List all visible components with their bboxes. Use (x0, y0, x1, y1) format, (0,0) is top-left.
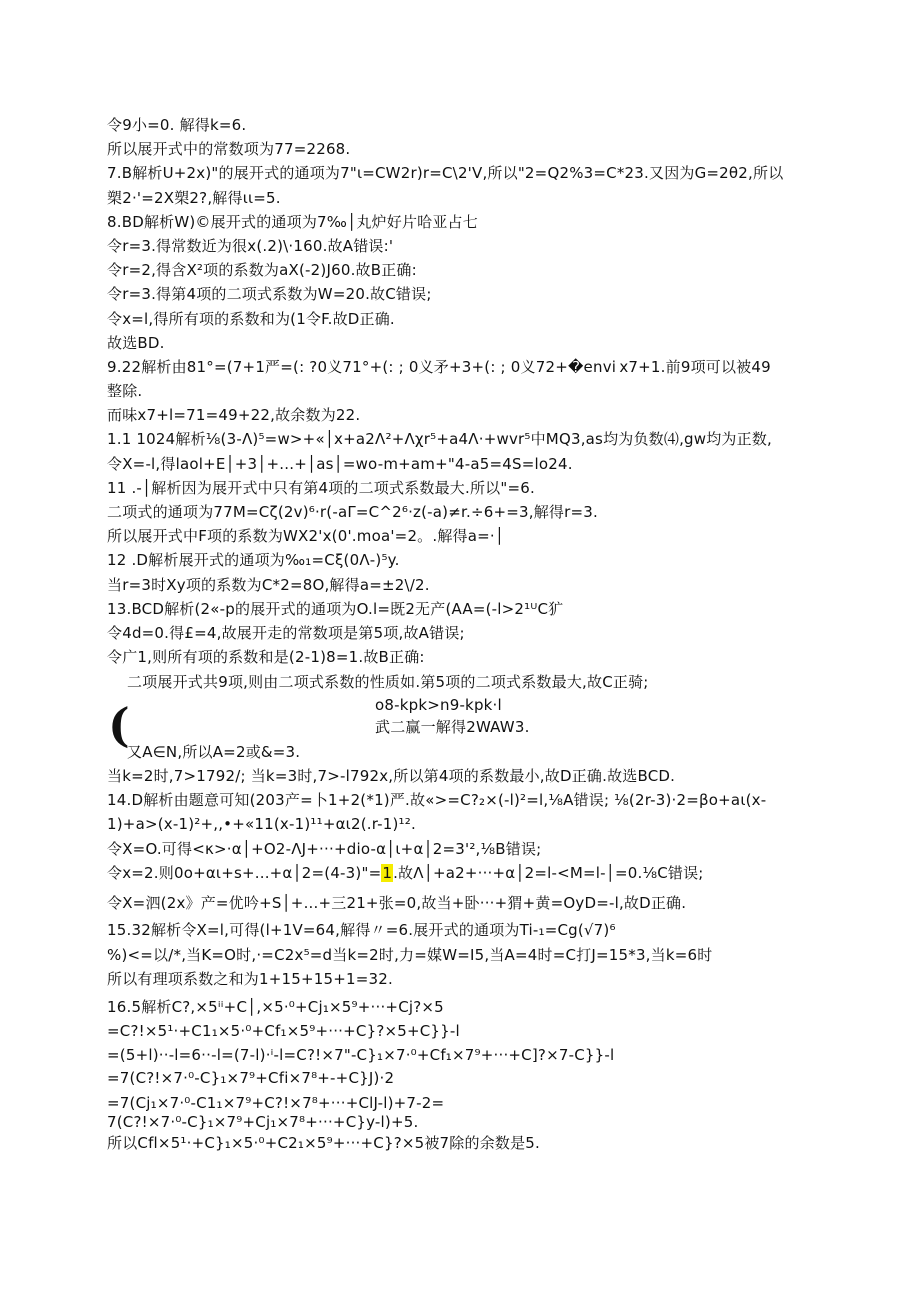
left-brace-symbol: ( (108, 698, 130, 752)
text-line: =C?!×5¹·+C1₁×5·⁰+Cf₁×5⁹+···+C}?×5+C}}-l (107, 1022, 460, 1040)
text-line: 故选BD. (107, 334, 165, 352)
text-line: 所以有理项系数之和为1+15+15+1=32. (107, 970, 393, 988)
text-line: 二项展开式共9项,则由二项式系数的性质如.第5项的二项式系数最大,故C正骑; (127, 673, 649, 691)
text-line: 当k=2时,7>1792/; 当k=3时,7>-l792x,所以第4项的系数最小,故D正确.故选BCD. (107, 767, 676, 785)
text-line: 槊2·'=2X槊2?,解得ιι=5. (107, 189, 281, 207)
text-line: 令X=-l,得laol+E│+3│+...+│as│=wo-m+am+"4-a5=4S=lo24. (107, 455, 573, 473)
text-line: 令r=2,得含X²项的系数为aX(-2)J60.故B正确: (107, 261, 417, 279)
text-line: 令x=l,得所有项的系数和为(1令F.故D正确. (107, 310, 395, 328)
text-line: =(5+l)··-l=6··-l=(7-l)·ⁱ-l=C?!×7"-C}₁×7·⁰+Cf₁×7⁹+···+C]?×7-C}}-l (107, 1046, 615, 1064)
text-line: 令X=O.可得<κ>·α│+O2-ΛJ+···+dio-α│ι+α│2=3'²,⅛B错误; (107, 840, 542, 858)
text-line: %)<=以/*,当K=O时,·=C2x⁵=d当k=2时,力=媒W=I5,当A=4时=C打J=15*3,当k=6时 (107, 946, 713, 964)
text-line (107, 863, 897, 883)
text-segment: 令x=2.则0o+αι+s+...+α│2=(4-3)"= (107, 864, 382, 882)
text-line: 武二赢一解得2WAW3. (375, 718, 530, 736)
text-line: 8.BD解析W)©展开式的通项为7‰│丸炉好片哈亚占七 (107, 213, 478, 231)
text-line: 令9小=0. 解得k=6. (107, 116, 247, 134)
text-line: o8-kpk>n9-kpk·l (375, 696, 502, 714)
text-line: 令4d=0.得£=4,故展开走的常数项是第5项,故A错误; (107, 624, 465, 642)
text-line: 11 .-│解析因为展开式中只有第4项的二项式系数最大.所以"=6. (107, 479, 535, 497)
text-line: 又A∈N,所以A=2或&=3. (127, 743, 301, 761)
text-line: 令广1,则所有项的系数和是(2-1)8=1.故B正确: (107, 648, 425, 666)
text-line: =7(Cj₁×7·⁰-C1₁×7⁹+C?!×7⁸+···+ClJ-l)+7-2= (107, 1094, 445, 1112)
text-line: 二项式的通项为77M=Cζ(2v)⁶·r(-aΓ=C^2⁶·z(-a)≠r.÷6+=3,解得r=3. (107, 503, 598, 521)
text-line: 令r=3.得第4项的二项式系数为W=20.故C错误; (107, 285, 432, 303)
text-line: 整除. (107, 382, 143, 400)
text-line: 9.22解析由81°=(7+1严=(: ?0义71°+(: ; 0义矛+3+(: ; 0义72+�envi x7+1.前9项可以被49 (107, 358, 771, 376)
text-line: 当r=3时Xy项的系数为C*2=8O,解得a=±2\/2. (107, 576, 430, 594)
text-segment: .故Λ│+a2+···+α│2=l-<M=l-│=0.⅛C错误; (393, 864, 704, 882)
text-line: 13.BCD解析(2«-p的展开式的通项为O.l=既2无产(AA=(-l>2¹ᵁC犷 (107, 600, 564, 618)
text-line: 7(C?!×7·⁰-C}₁×7⁹+Cj₁×7⁸+···+C}y-l)+5. (107, 1113, 419, 1131)
text-line: =7(C?!×7·⁰-C}₁×7⁹+Cfi×7⁸+-+C}J)·2 (107, 1069, 395, 1087)
text-line: 令X=泗(2x》产=优吟+S│+...+三21+张=0,故当+卧···+猬+黄=OyD=-l,故D正确. (107, 894, 687, 912)
text-line: 令r=3.得常数近为很x(.2)\·160.故A错误:' (107, 237, 394, 255)
text-line: 12 .D解析展开式的通项为‰₁=Cξ(0Λ-)⁵y. (107, 551, 400, 569)
text-line: 而味x7+l=71=49+22,故余数为22. (107, 406, 361, 424)
text-line: 15.32解析令X=l,可得(l+1V=64,解得〃=6.展开式的通项为Ti-₁=Cg(√7)⁶ (107, 921, 616, 939)
text-line: 所以Cfl×5¹·+C}₁×5·⁰+C2₁×5⁹+···+C}?×5被7除的余数是5. (107, 1134, 541, 1152)
text-line: 所以展开式中F项的系数为WX2'x(0'.moa'=2。.解得a=·│ (107, 527, 505, 545)
text-line: 1.1 1024解析⅛(3-Λ)⁵=w>+«│x+a2Λ²+Λχr⁵+a4Λ·+wvr⁵中MQ3,as均为负数⑷,gw均为正数, (107, 430, 773, 448)
text-line: 所以展开式中的常数项为77=2268. (107, 140, 351, 158)
text-line: 1)+a>(x-1)²+,,•+«11(x-1)¹¹+αι2(.r-1)¹². (107, 815, 416, 833)
text-line: 14.D解析由题意可知(203产=卜1+2(*1)严.故«>=C?₂×(-l)²=l,⅛A错误; ⅛(2r-3)·2=βo+aι(x- (107, 791, 767, 809)
highlighted-text: 1 (382, 864, 393, 882)
text-line: 16.5解析C?,×5ⁱⁱ+C│,×5·⁰+Cj₁×5⁹+···+Cj?×5 (107, 998, 444, 1016)
text-line: 7.B解析U+2x)"的展开式的通项为7"ι=CW2r)r=C\2'V,所以"2=Q2%3=C*23.又因为G=2θ2,所以 (107, 164, 784, 182)
